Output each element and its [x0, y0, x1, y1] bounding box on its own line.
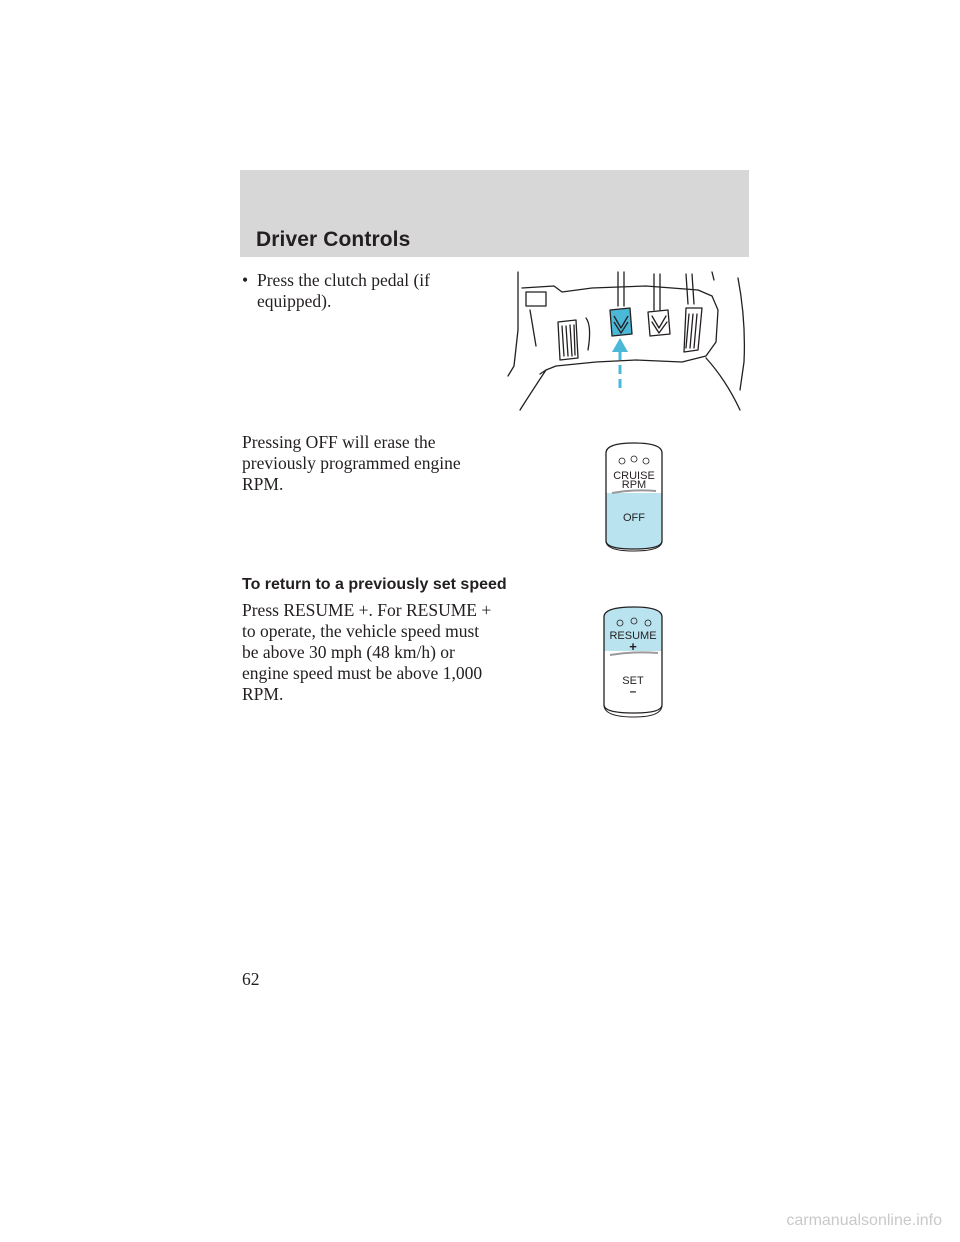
off-paragraph: Pressing OFF will erase the previously programmed engine RPM. — [242, 432, 461, 494]
switch-cruise-label: CRUISE — [613, 470, 655, 482]
section-header-band — [240, 170, 749, 257]
resume-paragraph: Press RESUME +. For RESUME + to operate, the vehicle speed must be above 30 mph (48 km/h) or engine speed must be above 1,000 RPM. — [242, 600, 492, 704]
switch-resume-label: RESUME — [609, 630, 657, 642]
switch-rpm-label: RPM — [621, 479, 647, 491]
section-title: Driver Controls — [256, 228, 411, 251]
switch-plus-symbol: + — [629, 639, 637, 654]
resume-set-switch — [600, 605, 670, 719]
bullet-marker: • — [242, 270, 249, 290]
watermark: carmanualsonline.info — [786, 1212, 942, 1229]
switch-set-label: SET — [622, 675, 644, 687]
page-number: 62 — [242, 969, 260, 989]
bullet-item — [242, 270, 492, 312]
switch-minus-symbol: – — [629, 684, 637, 698]
subheading: To return to a previously set speed — [242, 576, 507, 593]
switch-off-label: OFF — [623, 512, 645, 524]
bullet-text: Press the clutch pedal (if equipped). — [257, 270, 431, 311]
pedals-illustration — [506, 270, 746, 412]
cruise-off-switch — [600, 441, 670, 553]
